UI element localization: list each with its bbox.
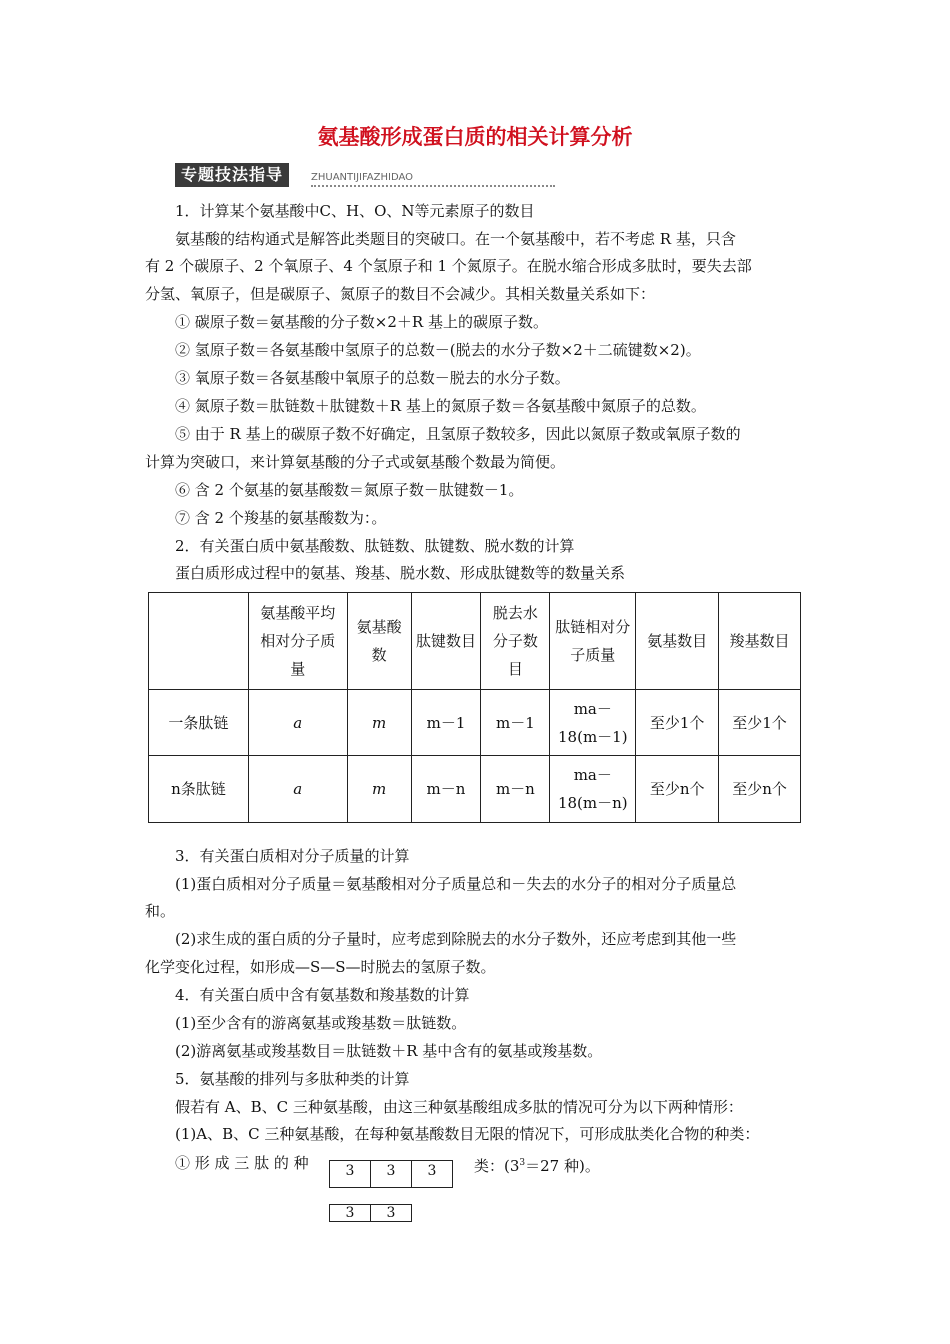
- table-header-cell: 脱去水分子数目: [481, 593, 550, 690]
- tripeptide-boxes: [329, 1160, 453, 1188]
- table-header-cell: 羧基数目: [719, 593, 801, 690]
- table-cell: m－n: [481, 756, 550, 823]
- table-cell: m－1: [481, 690, 550, 756]
- tripeptide-result: 类：($3^3=27$ 种)。: [474, 1157, 600, 1175]
- table-header-cell: 氨基数目: [636, 593, 719, 690]
- table-cell: a: [248, 690, 347, 756]
- paragraph: (1)A、B、C 三种氨基酸，在每种氨基酸数目无限的情况下，可形成肽类化合物的种类：: [175, 1125, 760, 1143]
- table-cell: a: [248, 756, 347, 823]
- table-cell: ma－18(m－1): [550, 690, 636, 756]
- paragraph: (1)蛋白质相对分子质量＝氨基酸相对分子质量总和－失去的水分子的相对分子质量总: [175, 875, 737, 893]
- paragraph: 分氢、氧原子，但是碳原子、氮原子的数目不会减少。其相关数量关系如下：: [145, 285, 656, 303]
- paragraph: (2)游离氨基或羧基数目＝肽链数＋R 基中含有的氨基或羧基数。: [175, 1042, 603, 1060]
- quantity-table: [148, 592, 801, 823]
- banner-label: 专题技法指导: [175, 163, 289, 187]
- list-item: ⑦ 含 2 个羧基的氨基酸数为：。: [175, 509, 387, 527]
- table-cell: n条肽链: [149, 756, 249, 823]
- table-cell: m－n: [411, 756, 481, 823]
- section-banner: [175, 163, 555, 187]
- table-row: [149, 756, 801, 823]
- list-item: 计算为突破口，来计算氨基酸的分子式或氨基酸个数最为简便。: [145, 453, 566, 471]
- list-item: ⑥ 含 2 个氨基的氨基酸数＝氮原子数－肽键数－1。: [175, 481, 524, 499]
- section2-heading: 2．有关蛋白质中氨基酸数、肽链数、肽键数、脱水数的计算: [175, 537, 575, 555]
- tripeptide-label: ① 形 成 三 肽 的 种: [175, 1154, 309, 1172]
- paragraph: 和。: [145, 902, 176, 920]
- position-box: 3: [330, 1205, 371, 1222]
- list-item: ① 碳原子数＝氨基酸的分子数×2＋R 基上的碳原子数。: [175, 313, 548, 331]
- table-cell: 至少n个: [636, 756, 719, 823]
- table-cell: m: [347, 756, 411, 823]
- section4-heading: 4．有关蛋白质中含有氨基数和羧基数的计算: [175, 986, 470, 1004]
- position-box: 3: [330, 1161, 371, 1188]
- position-box: 3: [371, 1161, 412, 1188]
- list-item: ③ 氧原子数＝各氨基酸中氧原子的总数－脱去的水分子数。: [175, 369, 570, 387]
- dipeptide-boxes: [329, 1204, 412, 1222]
- paragraph: 有 2 个碳原子、2 个氧原子、4 个氢原子和 1 个氮原子。在脱水缩合形成多肽时，要失去部: [145, 257, 752, 275]
- table-cell: 至少1个: [719, 690, 801, 756]
- page-title: 氨基酸形成蛋白质的相关计算分析: [317, 125, 633, 149]
- list-item: ⑤ 由于 R 基上的碳原子数不好确定，且氢原子数较多，因此以氮原子数或氧原子数的: [175, 425, 741, 443]
- banner-subtitle: ZHUANTIJIFAZHIDAO: [311, 172, 414, 183]
- section1-heading: 1．计算某个氨基酸中C、H、O、N等元素原子的数目: [175, 202, 535, 220]
- table-cell: m－1: [411, 690, 481, 756]
- table-cell: 一条肽链: [149, 690, 249, 756]
- table-header-cell: [149, 593, 249, 690]
- table-header-row: [149, 593, 801, 690]
- banner-dotted-rule: [311, 185, 555, 187]
- list-item: ④ 氮原子数＝肽链数＋肽键数＋R 基上的氮原子数＝各氨基酸中氮原子的总数。: [175, 397, 706, 415]
- table-cell: ma－18(m－n): [550, 756, 636, 823]
- list-item: ② 氢原子数＝各氨基酸中氢原子的总数－(脱去的水分子数×2＋二硫键数×2)。: [175, 341, 701, 359]
- paragraph: (2)求生成的蛋白质的分子量时，应考虑到除脱去的水分子数外，还应考虑到其他一些: [175, 930, 737, 948]
- table-caption: 蛋白质形成过程中的氨基、羧基、脱水数、形成肽键数等的数量关系: [175, 564, 626, 582]
- table-header-cell: 肽链相对分子质量: [550, 593, 636, 690]
- table-cell: m: [347, 690, 411, 756]
- position-box: 3: [371, 1205, 412, 1222]
- paragraph: 假若有 A、B、C 三种氨基酸，由这三种氨基酸组成多肽的情况可分为以下两种情形：: [175, 1098, 743, 1116]
- table-cell: 至少1个: [636, 690, 719, 756]
- paragraph: 化学变化过程，如形成—S—S—时脱去的氢原子数。: [145, 958, 496, 976]
- table-header-cell: 氨基酸数: [347, 593, 411, 690]
- section5-heading: 5．氨基酸的排列与多肽种类的计算: [175, 1070, 410, 1088]
- table-row: [149, 690, 801, 756]
- paragraph: (1)至少含有的游离氨基或羧基数＝肽链数。: [175, 1014, 467, 1032]
- table-header-cell: 氨基酸平均相对分子质量: [248, 593, 347, 690]
- table-cell: 至少n个: [719, 756, 801, 823]
- paragraph: 氨基酸的结构通式是解答此类题目的突破口。在一个氨基酸中，若不考虑 R 基，只含: [175, 230, 736, 248]
- table-header-cell: 肽键数目: [411, 593, 481, 690]
- position-box: 3: [412, 1161, 453, 1188]
- section3-heading: 3．有关蛋白质相对分子质量的计算: [175, 847, 410, 865]
